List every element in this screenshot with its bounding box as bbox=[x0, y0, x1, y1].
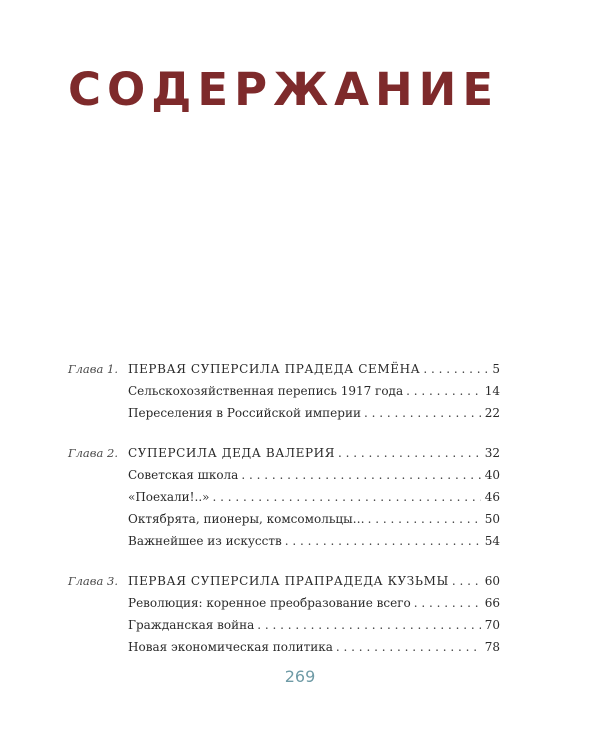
chapter-title: ПЕРВАЯ СУПЕРСИЛА ПРАПРАДЕДА КУЗЬМЫ bbox=[128, 574, 449, 588]
chapter-label: Глава 1. bbox=[68, 362, 118, 376]
page-number: 22 bbox=[484, 406, 500, 420]
dot-leader bbox=[336, 636, 481, 658]
page-number-footer: 269 bbox=[284, 667, 316, 686]
dot-leader bbox=[364, 402, 481, 424]
chapter-3 bbox=[68, 570, 500, 658]
chapter-entry[interactable] bbox=[68, 442, 500, 464]
page-number: 60 bbox=[484, 574, 500, 588]
dot-leader bbox=[285, 530, 481, 552]
dot-leader bbox=[406, 380, 481, 402]
section-entry[interactable] bbox=[68, 486, 500, 508]
section-entry[interactable] bbox=[68, 636, 500, 658]
page-number: 78 bbox=[484, 640, 500, 654]
chapter-entry[interactable] bbox=[68, 570, 500, 592]
section-entry[interactable] bbox=[68, 380, 500, 402]
section-entry[interactable] bbox=[68, 402, 500, 424]
chapter-label: Глава 2. bbox=[68, 446, 118, 460]
dot-leader bbox=[423, 358, 488, 380]
section-entry[interactable] bbox=[68, 592, 500, 614]
dot-leader bbox=[338, 442, 481, 464]
section-title: Октябрята, пионеры, комсомольцы… bbox=[128, 512, 365, 526]
chapter-label: Глава 3. bbox=[68, 574, 118, 588]
page-number: 70 bbox=[484, 618, 500, 632]
page-title: СОДЕРЖАНИЕ bbox=[68, 63, 500, 116]
page-number: 5 bbox=[492, 362, 500, 376]
chapter-1 bbox=[68, 358, 500, 424]
section-entry[interactable] bbox=[68, 508, 500, 530]
page-number: 46 bbox=[484, 490, 500, 504]
chapter-entry[interactable] bbox=[68, 358, 500, 380]
dot-leader bbox=[452, 570, 481, 592]
section-title: Новая экономическая политика bbox=[128, 640, 333, 654]
section-title: Советская школа bbox=[128, 468, 239, 482]
chapter-title: СУПЕРСИЛА ДЕДА ВАЛЕРИЯ bbox=[128, 446, 335, 460]
chapter-2 bbox=[68, 442, 500, 552]
page-number: 66 bbox=[484, 596, 500, 610]
section-title: Переселения в Российской империи bbox=[128, 406, 361, 420]
section-title: Гражданская война bbox=[128, 618, 255, 632]
page-number: 50 bbox=[484, 512, 500, 526]
page-number: 14 bbox=[484, 384, 500, 398]
section-entry[interactable] bbox=[68, 530, 500, 552]
page-number: 54 bbox=[484, 534, 500, 548]
dot-leader bbox=[414, 592, 481, 614]
dot-leader bbox=[368, 508, 481, 530]
dot-leader bbox=[212, 486, 480, 508]
table-of-contents bbox=[68, 358, 500, 676]
dot-leader bbox=[257, 614, 480, 636]
section-title: Революция: коренное преобразование всего bbox=[128, 596, 411, 610]
page-number: 32 bbox=[484, 446, 500, 460]
page-number: 40 bbox=[484, 468, 500, 482]
section-entry[interactable] bbox=[68, 464, 500, 486]
chapter-title: ПЕРВАЯ СУПЕРСИЛА ПРАДЕДА СЕМЁНА bbox=[128, 362, 421, 376]
section-title: Сельскохозяйственная перепись 1917 года bbox=[128, 384, 404, 398]
section-title: «Поехали!..» bbox=[128, 490, 210, 504]
section-entry[interactable] bbox=[68, 614, 500, 636]
dot-leader bbox=[241, 464, 480, 486]
section-title: Важнейшее из искусств bbox=[128, 534, 282, 548]
